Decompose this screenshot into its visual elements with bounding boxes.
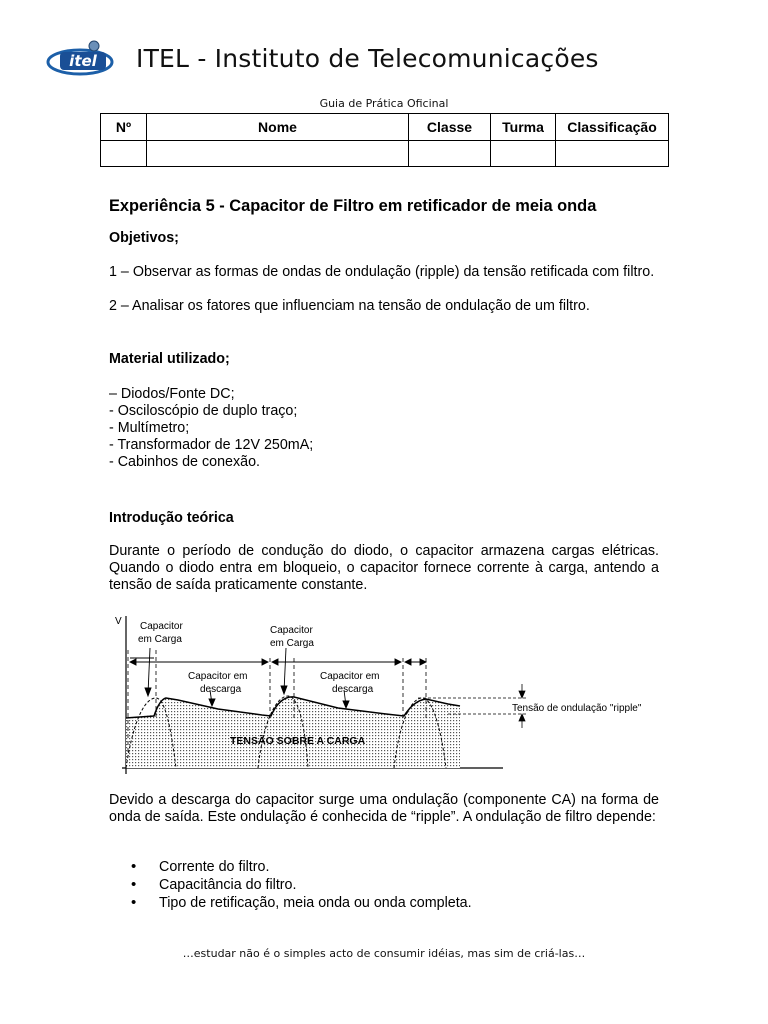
cell-group[interactable] [491, 141, 556, 167]
column-number: Nº [101, 114, 147, 141]
student-info-table [100, 113, 669, 167]
material-list [109, 386, 659, 471]
institute-title: ITEL - Instituto de Telecomunicações [136, 44, 599, 73]
table-header-row [101, 114, 669, 141]
material-item: - Cabinhos de conexão. [109, 454, 261, 470]
cell-name[interactable] [147, 141, 409, 167]
material-item: - Transformador de 12V 250mA; [109, 437, 314, 453]
label-charge-1a: Capacitor [140, 621, 183, 632]
logo-satellite-dish [89, 41, 99, 51]
footer-quote: …estudar não é o simples acto de consumir idéias, mas sim de criá-las… [182, 947, 586, 960]
cell-number[interactable] [101, 141, 147, 167]
column-group: Turma [491, 114, 556, 141]
list-item: • Tipo de retificação, meia onda ou onda completa. [109, 894, 472, 912]
label-load-voltage: TENSÃO SOBRE A CARGA [230, 735, 366, 747]
cell-class[interactable] [409, 141, 491, 167]
objectives-heading: Objetivos; [109, 230, 179, 246]
axis-label-v: V [115, 616, 122, 627]
label-discharge-1a: Capacitor em [188, 671, 248, 682]
ripple-waveform-figure [108, 606, 668, 776]
label-charge-2a: Capacitor [270, 625, 313, 636]
material-item: - Osciloscópio de duplo traço; [109, 403, 298, 419]
list-item: • Capacitância do filtro. [109, 876, 472, 894]
cell-grade[interactable] [556, 141, 669, 167]
ripple-factors-list [109, 858, 472, 912]
intro-paragraph: Durante o período de condução do diodo, o capacitor armazena cargas elétricas. Quando o diodo entra em bloqueio, o capacitor fornece corrente à carga, antendo a tensão de saída praticamente constante. [109, 543, 659, 593]
label-discharge-2b: descarga [332, 684, 374, 695]
itel-logo [46, 38, 126, 80]
objective-item: 2 – Analisar os fatores que influenciam na tensão de ondulação de um filtro. [109, 298, 590, 314]
label-charge-1b: em Carga [138, 634, 182, 645]
column-name: Nome [147, 114, 409, 141]
column-grade: Classificação [556, 114, 669, 141]
table-row [101, 141, 669, 167]
period-arrows [130, 658, 426, 665]
intro-heading: Introdução teórica [109, 510, 234, 526]
guide-label: Guia de Prática Oficinal [319, 97, 449, 110]
objective-item: 1 – Observar as formas de ondas de ondulação (ripple) da tensão retificada com filtro. [109, 264, 655, 280]
label-discharge-2a: Capacitor em [320, 671, 380, 682]
label-discharge-1b: descarga [200, 684, 242, 695]
experiment-title: Experiência 5 - Capacitor de Filtro em retificador de meia onda [109, 197, 597, 215]
material-heading: Material utilizado; [109, 351, 230, 367]
label-ripple: Tensão de ondulação "ripple" [512, 703, 642, 714]
material-item: – Diodos/Fonte DC; [109, 386, 235, 402]
list-item: • Corrente do filtro. [109, 858, 472, 876]
material-item: - Multímetro; [109, 420, 190, 436]
logo-text: itel [69, 52, 97, 70]
label-charge-2b: em Carga [270, 638, 314, 649]
ripple-paragraph: Devido a descarga do capacitor surge uma ondulação (componente CA) na forma de onda de saída. Este ondulação é conhecida de “ripple”. A ondulação de filtro depende: [109, 792, 659, 825]
column-class: Classe [409, 114, 491, 141]
